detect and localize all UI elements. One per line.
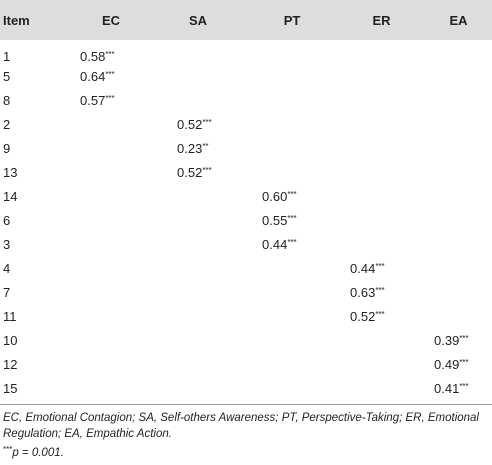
empty-cell <box>425 160 492 184</box>
empty-cell <box>246 352 338 376</box>
header-pt: PT <box>283 12 301 28</box>
table-row <box>0 280 492 304</box>
empty-cell <box>246 376 338 400</box>
header-item: Item <box>3 12 30 28</box>
empty-cell <box>425 88 492 112</box>
table-row <box>0 184 492 208</box>
loading-value: 0.44 <box>262 236 288 252</box>
empty-cell <box>150 184 246 208</box>
header-sa: SA <box>188 12 208 28</box>
empty-cell <box>72 232 150 256</box>
table-notes <box>0 405 492 461</box>
loading-cell <box>425 352 492 376</box>
significance-stars: *** <box>459 357 469 367</box>
header-ec: EC <box>101 12 121 28</box>
empty-cell <box>150 376 246 400</box>
significance-stars: *** <box>105 69 115 79</box>
item-number-cell: 2 <box>3 116 11 132</box>
empty-cell <box>150 232 246 256</box>
loading-value: 0.57 <box>80 92 106 108</box>
empty-cell <box>246 40 338 64</box>
empty-cell <box>338 64 425 88</box>
loading-cell <box>72 40 150 64</box>
table-row <box>0 112 492 136</box>
significance-stars: *** <box>375 261 385 271</box>
item-number-cell: 13 <box>3 164 18 180</box>
item-number-cell: 12 <box>3 356 18 372</box>
significance-stars: *** <box>375 285 385 295</box>
table-row <box>0 232 492 256</box>
empty-cell <box>72 376 150 400</box>
empty-cell <box>150 40 246 64</box>
loading-cell <box>338 256 425 280</box>
empty-cell <box>246 112 338 136</box>
empty-cell <box>150 280 246 304</box>
empty-cell <box>150 256 246 280</box>
loading-value: 0.52 <box>350 308 376 324</box>
empty-cell <box>338 40 425 64</box>
item-number-cell: 5 <box>3 68 11 84</box>
significance-stars: *** <box>459 381 469 391</box>
empty-cell <box>246 136 338 160</box>
loading-cell <box>150 136 246 160</box>
table-header-row <box>0 0 492 40</box>
empty-cell <box>72 184 150 208</box>
loading-value: 0.41 <box>434 380 460 396</box>
loading-value: 0.55 <box>262 212 288 228</box>
significance-stars: *** <box>287 237 297 247</box>
table-row <box>0 160 492 184</box>
empty-cell <box>246 88 338 112</box>
loading-value: 0.58 <box>80 48 106 64</box>
item-number-cell: 9 <box>3 140 11 156</box>
significance-stars: *** <box>105 49 115 59</box>
empty-cell <box>425 64 492 88</box>
significance-text: p = 0.001. <box>12 447 64 459</box>
significance-stars: *** <box>202 117 212 127</box>
significance-stars: *** <box>105 93 115 103</box>
empty-cell <box>72 208 150 232</box>
abbreviation-note: EC, Emotional Contagion; SA, Self-others Awareness; PT, Perspective-Taking; ER, Emotional Regulation; EA, Empathic Action. <box>3 412 479 440</box>
table-row <box>0 40 492 64</box>
item-number-cell: 7 <box>3 284 11 300</box>
empty-cell <box>338 184 425 208</box>
table-row <box>0 136 492 160</box>
loading-cell <box>338 304 425 328</box>
table-row <box>0 352 492 376</box>
loading-cell <box>425 376 492 400</box>
item-number-cell: 15 <box>3 380 18 396</box>
empty-cell <box>338 88 425 112</box>
empty-cell <box>150 208 246 232</box>
empty-cell <box>425 256 492 280</box>
item-number-cell: 14 <box>3 188 18 204</box>
empty-cell <box>72 352 150 376</box>
empty-cell <box>338 328 425 352</box>
empty-cell <box>425 280 492 304</box>
empty-cell <box>425 232 492 256</box>
empty-cell <box>246 160 338 184</box>
empty-cell <box>150 328 246 352</box>
significance-stars: *** <box>287 189 297 199</box>
table-row <box>0 304 492 328</box>
empty-cell <box>150 304 246 328</box>
loading-cell <box>246 232 338 256</box>
empty-cell <box>246 280 338 304</box>
empty-cell <box>72 256 150 280</box>
significance-stars: *** <box>287 213 297 223</box>
empty-cell <box>338 160 425 184</box>
item-number-cell: 11 <box>3 308 17 324</box>
table-row <box>0 328 492 352</box>
loading-cell <box>150 112 246 136</box>
table-row <box>0 208 492 232</box>
loading-cell <box>72 88 150 112</box>
table-row <box>0 88 492 112</box>
empty-cell <box>246 256 338 280</box>
table-body <box>0 40 492 400</box>
loading-value: 0.52 <box>177 164 203 180</box>
empty-cell <box>338 208 425 232</box>
loading-value: 0.60 <box>262 188 288 204</box>
header-er: ER <box>372 12 391 28</box>
empty-cell <box>246 328 338 352</box>
empty-cell <box>72 304 150 328</box>
empty-cell <box>425 208 492 232</box>
header-ea: EA <box>449 12 468 28</box>
empty-cell <box>338 376 425 400</box>
empty-cell <box>72 112 150 136</box>
empty-cell <box>425 304 492 328</box>
significance-stars: *** <box>202 165 212 175</box>
item-number-cell: 6 <box>3 212 11 228</box>
significance-note <box>3 442 489 461</box>
significance-stars: *** <box>375 309 385 319</box>
empty-cell <box>425 112 492 136</box>
empty-cell <box>150 88 246 112</box>
loading-cell <box>425 328 492 352</box>
empty-cell <box>72 328 150 352</box>
empty-cell <box>338 232 425 256</box>
loading-value: 0.44 <box>350 260 376 276</box>
loading-value: 0.23 <box>177 140 203 156</box>
loading-value: 0.52 <box>177 116 203 132</box>
empty-cell <box>425 136 492 160</box>
empty-cell <box>425 40 492 64</box>
loading-cell <box>150 160 246 184</box>
item-number-cell: 10 <box>3 332 18 348</box>
loading-cell <box>338 280 425 304</box>
significance-marker: *** <box>3 445 13 454</box>
empty-cell <box>425 184 492 208</box>
loading-value: 0.64 <box>80 68 106 84</box>
item-number-cell: 8 <box>3 92 11 108</box>
loading-cell <box>246 208 338 232</box>
item-number-cell: 4 <box>3 260 11 276</box>
loading-value: 0.63 <box>350 284 376 300</box>
empty-cell <box>72 136 150 160</box>
table-row <box>0 64 492 88</box>
empty-cell <box>338 136 425 160</box>
loading-cell <box>246 184 338 208</box>
empty-cell <box>246 64 338 88</box>
empty-cell <box>246 304 338 328</box>
empty-cell <box>150 64 246 88</box>
empty-cell <box>150 352 246 376</box>
loading-cell <box>72 64 150 88</box>
table-row <box>0 256 492 280</box>
empty-cell <box>72 280 150 304</box>
item-number-cell: 1 <box>3 48 11 64</box>
loading-value: 0.49 <box>434 356 460 372</box>
empty-cell <box>338 352 425 376</box>
significance-stars: *** <box>459 333 469 343</box>
table-row <box>0 376 492 400</box>
significance-stars: ** <box>202 141 209 151</box>
item-number-cell: 3 <box>3 236 11 252</box>
empty-cell <box>72 160 150 184</box>
empty-cell <box>338 112 425 136</box>
loading-value: 0.39 <box>434 332 460 348</box>
